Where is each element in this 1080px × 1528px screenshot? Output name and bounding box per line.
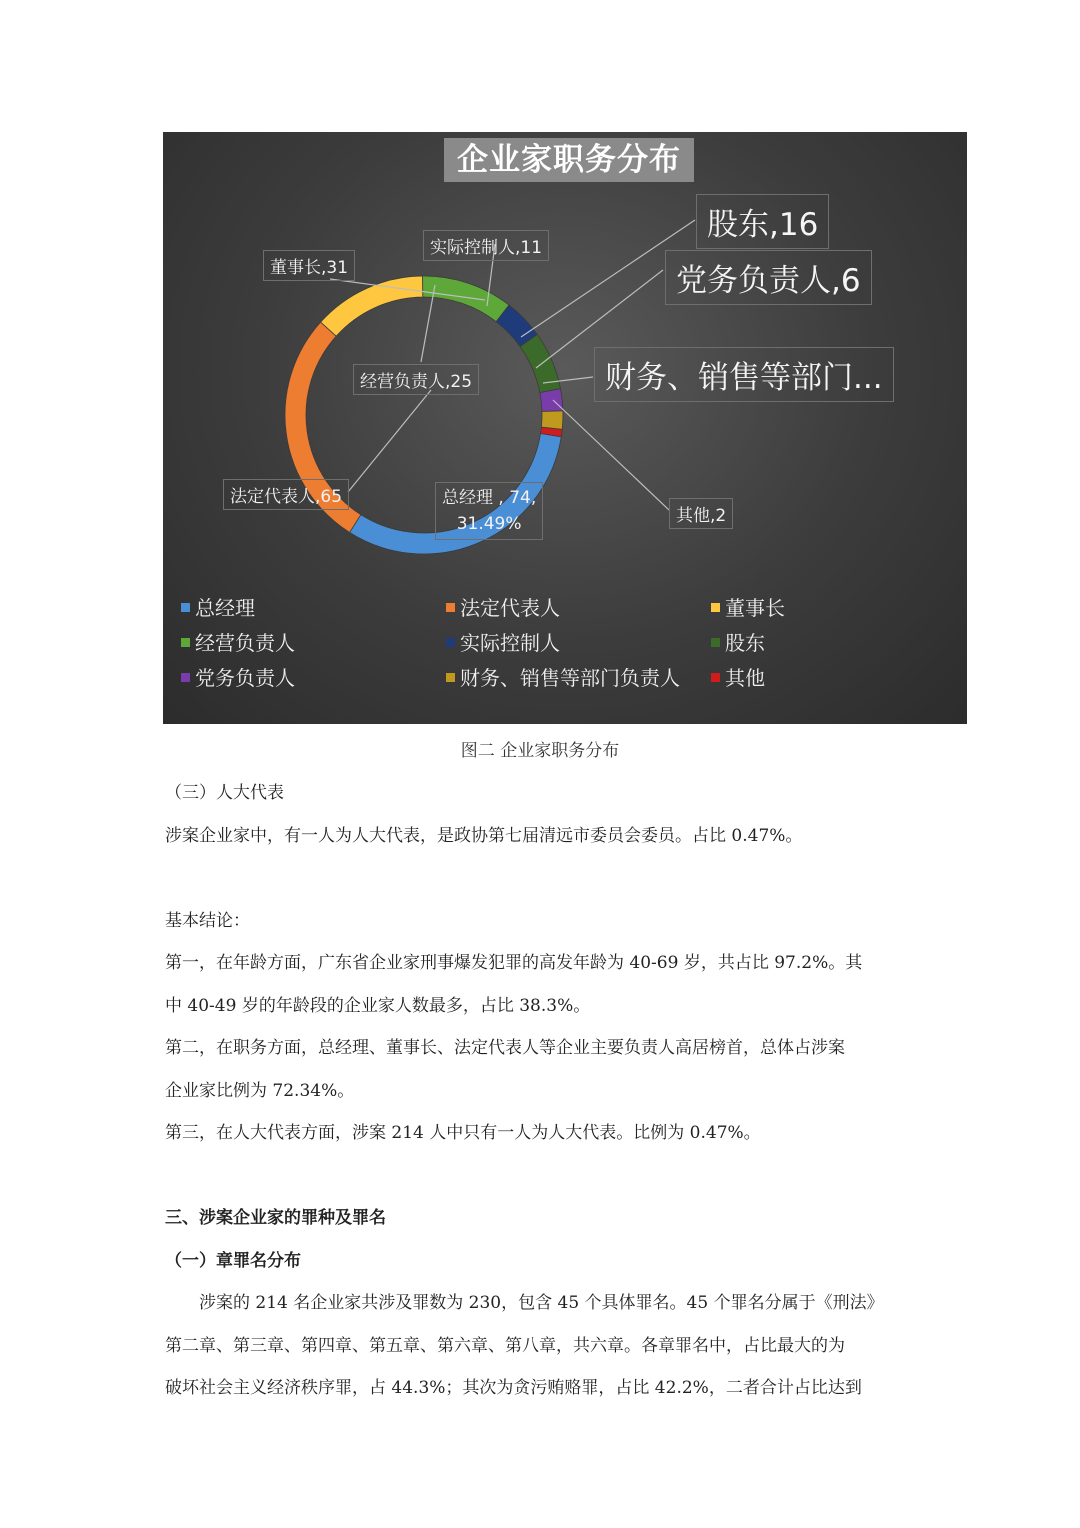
label-chair: 董事长,31 — [263, 250, 355, 281]
legend-item: 党务负责人 — [181, 662, 295, 691]
conclusion-line: 第一，在年龄方面，广东省企业家刑事爆发犯罪的高发年龄为 40-69 岁，共占比 97.2%。其 — [165, 953, 863, 973]
conclusion-heading: 基本结论： — [165, 911, 250, 931]
section3-line: 涉案的 214 名企业家共涉及罪数为 230，包含 45 个具体罪名。45 个罪名分属于《刑法》 — [165, 1293, 884, 1313]
donut-slice — [520, 334, 560, 392]
donut-slice — [423, 276, 509, 322]
conclusion-line: 中 40-49 岁的年龄段的企业家人数最多，占比 38.3%。 — [165, 996, 591, 1016]
conclusion-line: 第二，在职务方面，总经理、董事长、法定代表人等企业主要负责人高居榜首，总体占涉案 — [165, 1038, 845, 1058]
legend-item: 法定代表人 — [446, 592, 560, 621]
chart-panel — [163, 132, 967, 724]
section3-line: 第二章、第三章、第四章、第五章、第六章、第八章，共六章。各章罪名中，占比最大的为 — [165, 1336, 845, 1356]
label-operations: 经营负责人,25 — [353, 364, 479, 395]
section3-line: 破坏社会主义经济秩序罪，占 44.3%；其次为贪污贿赂罪，占比 42.2%，二者合计占比达到 — [165, 1378, 862, 1398]
section-npc-text: 涉案企业家中，有一人为人大代表，是政协第七届清远市委员会委员。占比 0.47%。 — [165, 826, 803, 846]
figure-caption: 图二 企业家职务分布 — [460, 741, 620, 761]
label-gm-line2: 31.49% — [456, 514, 522, 534]
label-general-manager — [435, 482, 543, 540]
section3-subheading: （一）章罪名分布 — [165, 1251, 301, 1271]
donut-slice — [541, 411, 563, 430]
legend-item: 实际控制人 — [446, 627, 560, 656]
section3-heading: 三、涉案企业家的罪种及罪名 — [165, 1208, 386, 1228]
leader-line-legal — [348, 390, 431, 492]
chart-title: 企业家职务分布 — [444, 138, 694, 182]
label-gm-line1: 总经理 , 74, — [442, 488, 537, 508]
legend-item: 总经理 — [181, 592, 255, 621]
legend-item: 股东 — [711, 627, 765, 656]
label-other: 其他,2 — [669, 498, 733, 529]
legend-item: 其他 — [711, 662, 765, 691]
legend-item: 经营负责人 — [181, 627, 295, 656]
legend-item: 董事长 — [711, 592, 785, 621]
legend-item: 财务、销售等部门负责人 — [446, 662, 680, 691]
label-legal-rep: 法定代表人,65 — [223, 479, 349, 510]
leader-line-other — [553, 400, 669, 510]
label-shareholder: 股东,16 — [696, 194, 829, 249]
label-finance: 财务、销售等部门... — [594, 347, 894, 402]
label-actual-controller: 实际控制人,11 — [423, 230, 549, 261]
conclusion-line: 企业家比例为 72.34%。 — [165, 1081, 355, 1101]
conclusion-line: 第三，在人大代表方面，涉案 214 人中只有一人为人大代表。比例为 0.47%。 — [165, 1123, 761, 1143]
label-party: 党务负责人,6 — [665, 250, 872, 305]
donut-slice — [540, 389, 563, 412]
section-npc-heading: （三）人大代表 — [165, 783, 284, 803]
